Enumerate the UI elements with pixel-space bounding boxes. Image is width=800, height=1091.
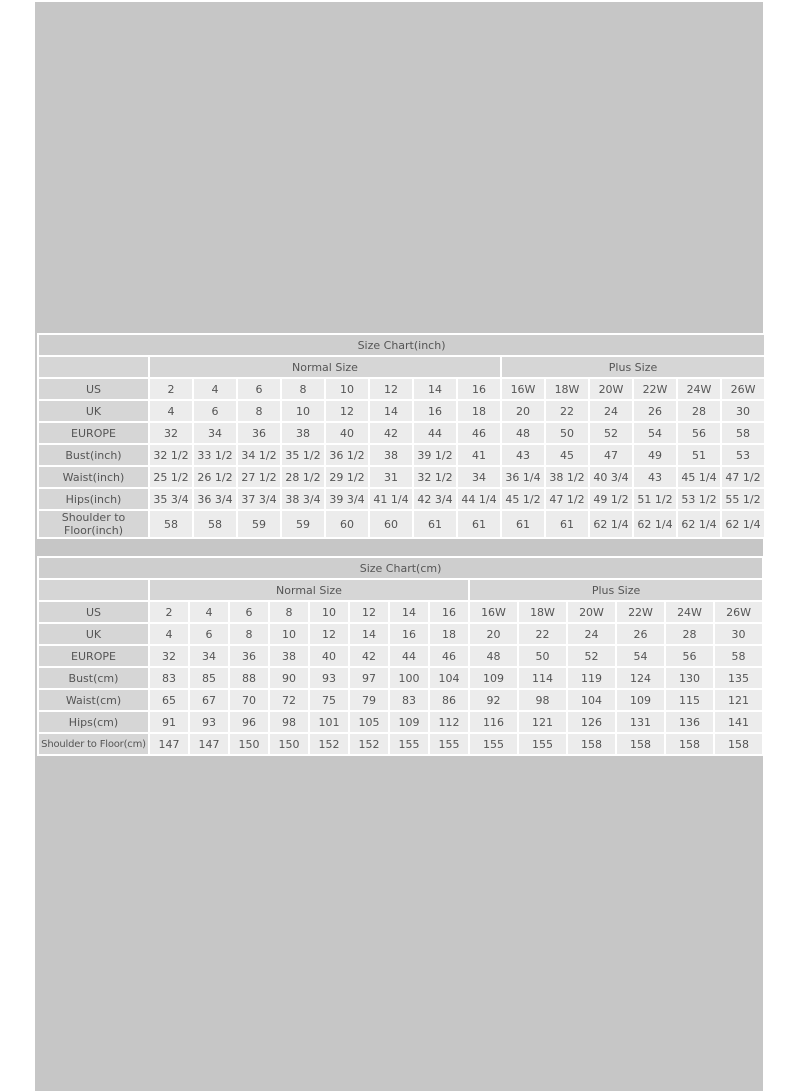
table-title-row xyxy=(38,557,763,579)
size-chart-area xyxy=(37,333,764,756)
size-value-cell: 56 xyxy=(677,422,721,444)
size-value-cell: 41 1/4 xyxy=(369,488,413,510)
size-value-cell: 56 xyxy=(665,645,714,667)
corner-cell xyxy=(38,356,149,378)
size-value-cell: 35 3/4 xyxy=(149,488,193,510)
size-value-cell: 51 xyxy=(677,444,721,466)
size-value-cell: 4 xyxy=(149,400,193,422)
size-value-cell: 16 xyxy=(457,378,501,400)
row-label: Bust(inch) xyxy=(38,444,149,466)
size-value-cell: 93 xyxy=(189,711,229,733)
size-value-cell: 18W xyxy=(518,601,567,623)
size-value-cell: 49 xyxy=(633,444,677,466)
size-value-cell: 53 xyxy=(721,444,765,466)
size-value-cell: 126 xyxy=(567,711,616,733)
size-value-cell: 14 xyxy=(369,400,413,422)
cm-table-body xyxy=(38,601,763,755)
size-value-cell: 58 xyxy=(714,645,763,667)
size-value-cell: 61 xyxy=(457,510,501,538)
row-label: UK xyxy=(38,400,149,422)
size-value-cell: 47 1/2 xyxy=(545,488,589,510)
size-value-cell: 2 xyxy=(149,601,189,623)
size-value-cell: 33 1/2 xyxy=(193,444,237,466)
size-value-cell: 141 xyxy=(714,711,763,733)
size-value-cell: 26W xyxy=(721,378,765,400)
size-value-cell: 54 xyxy=(616,645,665,667)
size-value-cell: 67 xyxy=(189,689,229,711)
size-value-cell: 32 xyxy=(149,422,193,444)
size-value-cell: 16W xyxy=(501,378,545,400)
size-value-cell: 46 xyxy=(457,422,501,444)
size-value-cell: 39 1/2 xyxy=(413,444,457,466)
size-value-cell: 20W xyxy=(589,378,633,400)
row-label: EUROPE xyxy=(38,645,149,667)
size-value-cell: 10 xyxy=(309,601,349,623)
size-value-cell: 100 xyxy=(389,667,429,689)
size-value-cell: 32 xyxy=(149,645,189,667)
size-value-cell: 36 3/4 xyxy=(193,488,237,510)
size-value-cell: 42 xyxy=(349,645,389,667)
size-value-cell: 26 xyxy=(633,400,677,422)
size-value-cell: 104 xyxy=(429,667,469,689)
size-value-cell: 158 xyxy=(714,733,763,755)
size-value-cell: 109 xyxy=(616,689,665,711)
size-value-cell: 4 xyxy=(193,378,237,400)
size-row xyxy=(38,711,763,733)
plus-size-header: Plus Size xyxy=(501,356,765,378)
row-label: Hips(inch) xyxy=(38,488,149,510)
size-value-cell: 4 xyxy=(149,623,189,645)
size-value-cell: 55 1/2 xyxy=(721,488,765,510)
size-value-cell: 135 xyxy=(714,667,763,689)
size-value-cell: 44 xyxy=(389,645,429,667)
size-value-cell: 40 xyxy=(309,645,349,667)
size-value-cell: 12 xyxy=(309,623,349,645)
size-row xyxy=(38,422,765,444)
size-value-cell: 34 xyxy=(457,466,501,488)
size-value-cell: 32 1/2 xyxy=(413,466,457,488)
size-value-cell: 22W xyxy=(633,378,677,400)
size-value-cell: 44 1/4 xyxy=(457,488,501,510)
size-value-cell: 155 xyxy=(518,733,567,755)
table-title: Size Chart(inch) xyxy=(38,334,765,356)
size-value-cell: 155 xyxy=(389,733,429,755)
size-value-cell: 155 xyxy=(469,733,518,755)
size-value-cell: 45 xyxy=(545,444,589,466)
size-value-cell: 53 1/2 xyxy=(677,488,721,510)
size-row xyxy=(38,733,763,755)
size-value-cell: 75 xyxy=(309,689,349,711)
size-value-cell: 12 xyxy=(349,601,389,623)
size-value-cell: 136 xyxy=(665,711,714,733)
size-value-cell: 88 xyxy=(229,667,269,689)
size-value-cell: 34 1/2 xyxy=(237,444,281,466)
size-value-cell: 6 xyxy=(237,378,281,400)
size-row xyxy=(38,510,765,538)
size-chart-inch-table xyxy=(37,333,766,539)
size-value-cell: 42 xyxy=(369,422,413,444)
size-value-cell: 86 xyxy=(429,689,469,711)
size-value-cell: 30 xyxy=(714,623,763,645)
size-value-cell: 109 xyxy=(389,711,429,733)
size-value-cell: 52 xyxy=(589,422,633,444)
size-value-cell: 54 xyxy=(633,422,677,444)
table-title: Size Chart(cm) xyxy=(38,557,763,579)
size-value-cell: 52 xyxy=(567,645,616,667)
size-value-cell: 150 xyxy=(269,733,309,755)
size-value-cell: 98 xyxy=(269,711,309,733)
row-label: US xyxy=(38,378,149,400)
size-value-cell: 61 xyxy=(545,510,589,538)
size-value-cell: 35 1/2 xyxy=(281,444,325,466)
size-value-cell: 109 xyxy=(469,667,518,689)
size-value-cell: 37 3/4 xyxy=(237,488,281,510)
size-value-cell: 40 3/4 xyxy=(589,466,633,488)
size-value-cell: 38 xyxy=(269,645,309,667)
size-row xyxy=(38,645,763,667)
size-value-cell: 28 xyxy=(665,623,714,645)
size-value-cell: 93 xyxy=(309,667,349,689)
row-label: Shoulder to Floor(inch) xyxy=(38,510,149,538)
size-value-cell: 61 xyxy=(501,510,545,538)
size-value-cell: 28 xyxy=(677,400,721,422)
row-label: Bust(cm) xyxy=(38,667,149,689)
size-value-cell: 130 xyxy=(665,667,714,689)
size-value-cell: 36 xyxy=(229,645,269,667)
size-value-cell: 116 xyxy=(469,711,518,733)
size-value-cell: 112 xyxy=(429,711,469,733)
size-value-cell: 124 xyxy=(616,667,665,689)
size-value-cell: 47 1/2 xyxy=(721,466,765,488)
size-value-cell: 22 xyxy=(518,623,567,645)
size-value-cell: 14 xyxy=(389,601,429,623)
size-value-cell: 48 xyxy=(469,645,518,667)
size-value-cell: 22W xyxy=(616,601,665,623)
size-value-cell: 8 xyxy=(269,601,309,623)
size-value-cell: 8 xyxy=(281,378,325,400)
size-value-cell: 14 xyxy=(349,623,389,645)
size-value-cell: 62 1/4 xyxy=(677,510,721,538)
size-value-cell: 114 xyxy=(518,667,567,689)
size-value-cell: 10 xyxy=(281,400,325,422)
size-row xyxy=(38,400,765,422)
size-value-cell: 90 xyxy=(269,667,309,689)
size-value-cell: 38 3/4 xyxy=(281,488,325,510)
size-value-cell: 16W xyxy=(469,601,518,623)
size-value-cell: 47 xyxy=(589,444,633,466)
size-value-cell: 50 xyxy=(545,422,589,444)
normal-size-header: Normal Size xyxy=(149,579,469,601)
size-value-cell: 59 xyxy=(281,510,325,538)
size-value-cell: 147 xyxy=(149,733,189,755)
row-label: EUROPE xyxy=(38,422,149,444)
size-value-cell: 60 xyxy=(325,510,369,538)
size-value-cell: 62 1/4 xyxy=(633,510,677,538)
size-value-cell: 158 xyxy=(616,733,665,755)
size-value-cell: 147 xyxy=(189,733,229,755)
size-value-cell: 27 1/2 xyxy=(237,466,281,488)
size-value-cell: 34 xyxy=(193,422,237,444)
size-value-cell: 70 xyxy=(229,689,269,711)
size-value-cell: 155 xyxy=(429,733,469,755)
size-value-cell: 36 xyxy=(237,422,281,444)
size-value-cell: 158 xyxy=(567,733,616,755)
size-value-cell: 29 1/2 xyxy=(325,466,369,488)
size-value-cell: 8 xyxy=(229,623,269,645)
size-value-cell: 96 xyxy=(229,711,269,733)
size-value-cell: 44 xyxy=(413,422,457,444)
size-row xyxy=(38,623,763,645)
size-value-cell: 83 xyxy=(149,667,189,689)
size-value-cell: 104 xyxy=(567,689,616,711)
size-value-cell: 12 xyxy=(325,400,369,422)
size-value-cell: 6 xyxy=(189,623,229,645)
size-value-cell: 28 1/2 xyxy=(281,466,325,488)
size-value-cell: 20 xyxy=(501,400,545,422)
size-value-cell: 16 xyxy=(389,623,429,645)
size-value-cell: 8 xyxy=(237,400,281,422)
size-value-cell: 62 1/4 xyxy=(589,510,633,538)
size-value-cell: 38 xyxy=(281,422,325,444)
size-value-cell: 18 xyxy=(429,623,469,645)
size-value-cell: 60 xyxy=(369,510,413,538)
size-value-cell: 51 1/2 xyxy=(633,488,677,510)
size-value-cell: 150 xyxy=(229,733,269,755)
size-value-cell: 18W xyxy=(545,378,589,400)
size-value-cell: 45 1/2 xyxy=(501,488,545,510)
size-value-cell: 22 xyxy=(545,400,589,422)
size-row xyxy=(38,601,763,623)
size-value-cell: 25 1/2 xyxy=(149,466,193,488)
size-value-cell: 4 xyxy=(189,601,229,623)
size-value-cell: 152 xyxy=(309,733,349,755)
size-value-cell: 20W xyxy=(567,601,616,623)
size-value-cell: 65 xyxy=(149,689,189,711)
size-value-cell: 31 xyxy=(369,466,413,488)
size-value-cell: 97 xyxy=(349,667,389,689)
size-value-cell: 48 xyxy=(501,422,545,444)
size-value-cell: 101 xyxy=(309,711,349,733)
size-value-cell: 12 xyxy=(369,378,413,400)
size-value-cell: 98 xyxy=(518,689,567,711)
size-value-cell: 79 xyxy=(349,689,389,711)
size-value-cell: 24 xyxy=(567,623,616,645)
size-row xyxy=(38,488,765,510)
size-value-cell: 41 xyxy=(457,444,501,466)
size-value-cell: 121 xyxy=(714,689,763,711)
size-value-cell: 42 3/4 xyxy=(413,488,457,510)
size-value-cell: 36 1/2 xyxy=(325,444,369,466)
size-value-cell: 20 xyxy=(469,623,518,645)
size-value-cell: 32 1/2 xyxy=(149,444,193,466)
size-value-cell: 152 xyxy=(349,733,389,755)
table-title-row xyxy=(38,334,765,356)
size-value-cell: 38 1/2 xyxy=(545,466,589,488)
size-value-cell: 46 xyxy=(429,645,469,667)
size-value-cell: 121 xyxy=(518,711,567,733)
size-value-cell: 16 xyxy=(429,601,469,623)
row-label: Hips(cm) xyxy=(38,711,149,733)
size-value-cell: 40 xyxy=(325,422,369,444)
size-value-cell: 119 xyxy=(567,667,616,689)
size-value-cell: 10 xyxy=(325,378,369,400)
row-label: Shoulder to Floor(cm) xyxy=(38,733,149,755)
size-value-cell: 105 xyxy=(349,711,389,733)
size-value-cell: 59 xyxy=(237,510,281,538)
size-value-cell: 10 xyxy=(269,623,309,645)
size-value-cell: 24W xyxy=(677,378,721,400)
size-value-cell: 45 1/4 xyxy=(677,466,721,488)
plus-size-header: Plus Size xyxy=(469,579,763,601)
size-value-cell: 83 xyxy=(389,689,429,711)
size-value-cell: 58 xyxy=(149,510,193,538)
size-value-cell: 24 xyxy=(589,400,633,422)
size-value-cell: 26W xyxy=(714,601,763,623)
size-value-cell: 58 xyxy=(721,422,765,444)
size-value-cell: 18 xyxy=(457,400,501,422)
normal-size-header: Normal Size xyxy=(149,356,501,378)
size-value-cell: 39 3/4 xyxy=(325,488,369,510)
size-value-cell: 36 1/4 xyxy=(501,466,545,488)
size-value-cell: 6 xyxy=(193,400,237,422)
row-label: US xyxy=(38,601,149,623)
size-group-header-row xyxy=(38,356,765,378)
size-row xyxy=(38,667,763,689)
corner-cell xyxy=(38,579,149,601)
size-row xyxy=(38,689,763,711)
size-value-cell: 16 xyxy=(413,400,457,422)
size-row xyxy=(38,466,765,488)
size-value-cell: 131 xyxy=(616,711,665,733)
size-value-cell: 72 xyxy=(269,689,309,711)
size-value-cell: 115 xyxy=(665,689,714,711)
size-value-cell: 34 xyxy=(189,645,229,667)
size-value-cell: 38 xyxy=(369,444,413,466)
inch-table-body xyxy=(38,378,765,538)
row-label: Waist(cm) xyxy=(38,689,149,711)
size-value-cell: 49 1/2 xyxy=(589,488,633,510)
size-row xyxy=(38,378,765,400)
size-value-cell: 92 xyxy=(469,689,518,711)
size-value-cell: 58 xyxy=(193,510,237,538)
size-value-cell: 91 xyxy=(149,711,189,733)
size-value-cell: 24W xyxy=(665,601,714,623)
size-row xyxy=(38,444,765,466)
size-value-cell: 62 1/4 xyxy=(721,510,765,538)
size-value-cell: 43 xyxy=(633,466,677,488)
size-value-cell: 30 xyxy=(721,400,765,422)
size-value-cell: 85 xyxy=(189,667,229,689)
row-label: UK xyxy=(38,623,149,645)
size-chart-cm-table xyxy=(37,556,764,756)
size-value-cell: 6 xyxy=(229,601,269,623)
size-group-header-row xyxy=(38,579,763,601)
row-label: Waist(inch) xyxy=(38,466,149,488)
size-value-cell: 50 xyxy=(518,645,567,667)
size-value-cell: 43 xyxy=(501,444,545,466)
size-value-cell: 26 1/2 xyxy=(193,466,237,488)
size-value-cell: 61 xyxy=(413,510,457,538)
size-value-cell: 158 xyxy=(665,733,714,755)
size-value-cell: 2 xyxy=(149,378,193,400)
size-value-cell: 26 xyxy=(616,623,665,645)
size-value-cell: 14 xyxy=(413,378,457,400)
